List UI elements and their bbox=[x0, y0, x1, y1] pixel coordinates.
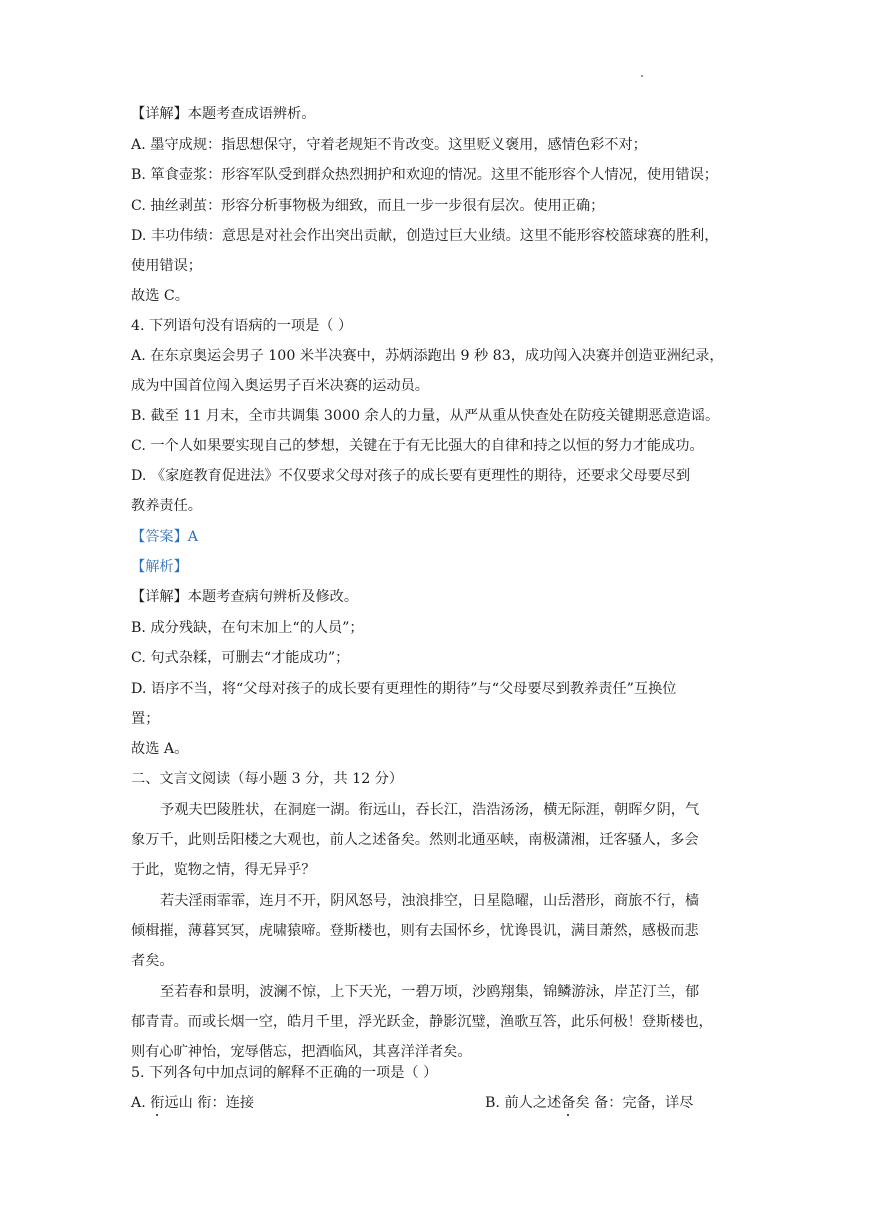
question-5: 5. 下列各句中加点词的解释不正确的一项是（ ） bbox=[131, 1065, 438, 1081]
text-line: D. 语序不当，将“父母对孩子的成长要有更理性的期待”与“父母要尽到教养责任”互换位 bbox=[131, 681, 677, 697]
text-line: B. 箪食壶浆：形容军队受到群众热烈拥护和欢迎的情况。这里不能形容个人情况，使用错误； bbox=[131, 167, 718, 183]
passage-line: 若夫淫雨霏霏，连月不开，阴风怒号，浊浪排空，日星隐曜，山岳潜形，商旅不行，樯 bbox=[160, 893, 700, 909]
section-heading: 二、文言文阅读（每小题 3 分，共 12 分） bbox=[131, 771, 404, 787]
text-line: 【详解】本题考查病句辨析及修改。 bbox=[131, 589, 359, 605]
option-c-4: C. 一个人如果要实现自己的梦想，关键在于有无比强大的自律和持之以恒的努力才能成功。 bbox=[131, 438, 704, 454]
option-prefix: B. 前人之述 bbox=[485, 1095, 562, 1111]
passage-line: 至若春和景明，波澜不惊，上下天光，一碧万顷，沙鸥翔集，锦鳞游泳，岸芷汀兰，郁 bbox=[160, 984, 700, 1000]
option-a-4: A. 在东京奥运会男子 100 米半决赛中，苏炳添跑出 9 秒 83，成功闯入决赛并创造亚洲纪录， bbox=[131, 348, 724, 364]
passage-line: 则有心旷神怡，宠辱偕忘，把酒临风，其喜洋洋者矣。 bbox=[131, 1044, 472, 1060]
option-text: 远山 衔：连接 bbox=[164, 1095, 255, 1111]
text-line: D. 丰功伟绩：意思是对社会作出突出贡献，创造过巨大业绩。这里不能形容校篮球赛的胜利， bbox=[131, 228, 719, 244]
analysis-label: 【解析】 bbox=[131, 559, 188, 575]
passage-line: 于此，览物之情，得无异乎？ bbox=[131, 862, 316, 878]
passage-line: 郁青青。而或长烟一空，皓月千里，浮光跃金，静影沉璧，渔歌互答，此乐何极！登斯楼也， bbox=[131, 1014, 713, 1030]
text-line: C. 抽丝剥茧：形容分析事物极为细致，而且一步一步很有层次。使用正确； bbox=[131, 198, 605, 214]
passage-line: 者矣。 bbox=[131, 953, 174, 969]
page-mark bbox=[641, 75, 643, 77]
option-a-5 bbox=[131, 1093, 461, 1113]
text-line: 【详解】本题考查成语辨析。 bbox=[131, 106, 316, 122]
text-line: 故选 A。 bbox=[131, 741, 189, 757]
text-line: 成为中国首位闯入奥运男子百米决赛的运动员。 bbox=[131, 378, 429, 394]
dotted-word: 衔 bbox=[150, 1095, 165, 1111]
option-d-4: D. 《家庭教育促进法》不仅要求父母对孩子的成长要有更理性的期待，还要求父母要尽到 bbox=[131, 468, 691, 484]
option-text: 矣 备：完备，详尽 bbox=[575, 1095, 694, 1111]
answer-label: 【答案】A bbox=[131, 529, 198, 545]
option-b-5 bbox=[485, 1093, 693, 1113]
passage-line: 予观夫巴陵胜状，在洞庭一湖。衔远山，吞长江，浩浩汤汤，横无际涯，朝晖夕阴，气 bbox=[160, 802, 700, 818]
question-4: 4. 下列语句没有语病的一项是（ ） bbox=[131, 318, 353, 334]
text-line: 教养责任。 bbox=[131, 498, 202, 514]
dotted-word: 备 bbox=[561, 1095, 576, 1111]
text-line: A. 墨守成规：指思想保守，守着老规矩不肯改变。这里贬义褒用，感情色彩不对； bbox=[131, 137, 647, 153]
option-b-4: B. 截至 11 月末，全市共调集 3000 余人的力量，从严从重从快查处在防疫关键期恶意造谣。 bbox=[131, 408, 720, 424]
text-line: 置； bbox=[131, 711, 160, 727]
text-line: B. 成分残缺，在句末加上“的人员”； bbox=[131, 620, 364, 636]
text-line: C. 句式杂糅，可删去“才能成功”； bbox=[131, 650, 350, 666]
text-line: 使用错误； bbox=[131, 258, 202, 274]
passage-line: 象万千，此则岳阳楼之大观也，前人之述备矣。然则北通巫峡，南极潇湘，迁客骚人，多会 bbox=[131, 832, 699, 848]
option-prefix: A. bbox=[131, 1095, 151, 1111]
passage-line: 倾楫摧，薄暮冥冥，虎啸猿啼。登斯楼也，则有去国怀乡，忧谗畏讥，满目萧然，感极而悲 bbox=[131, 923, 699, 939]
text-line: 故选 C。 bbox=[131, 288, 189, 304]
